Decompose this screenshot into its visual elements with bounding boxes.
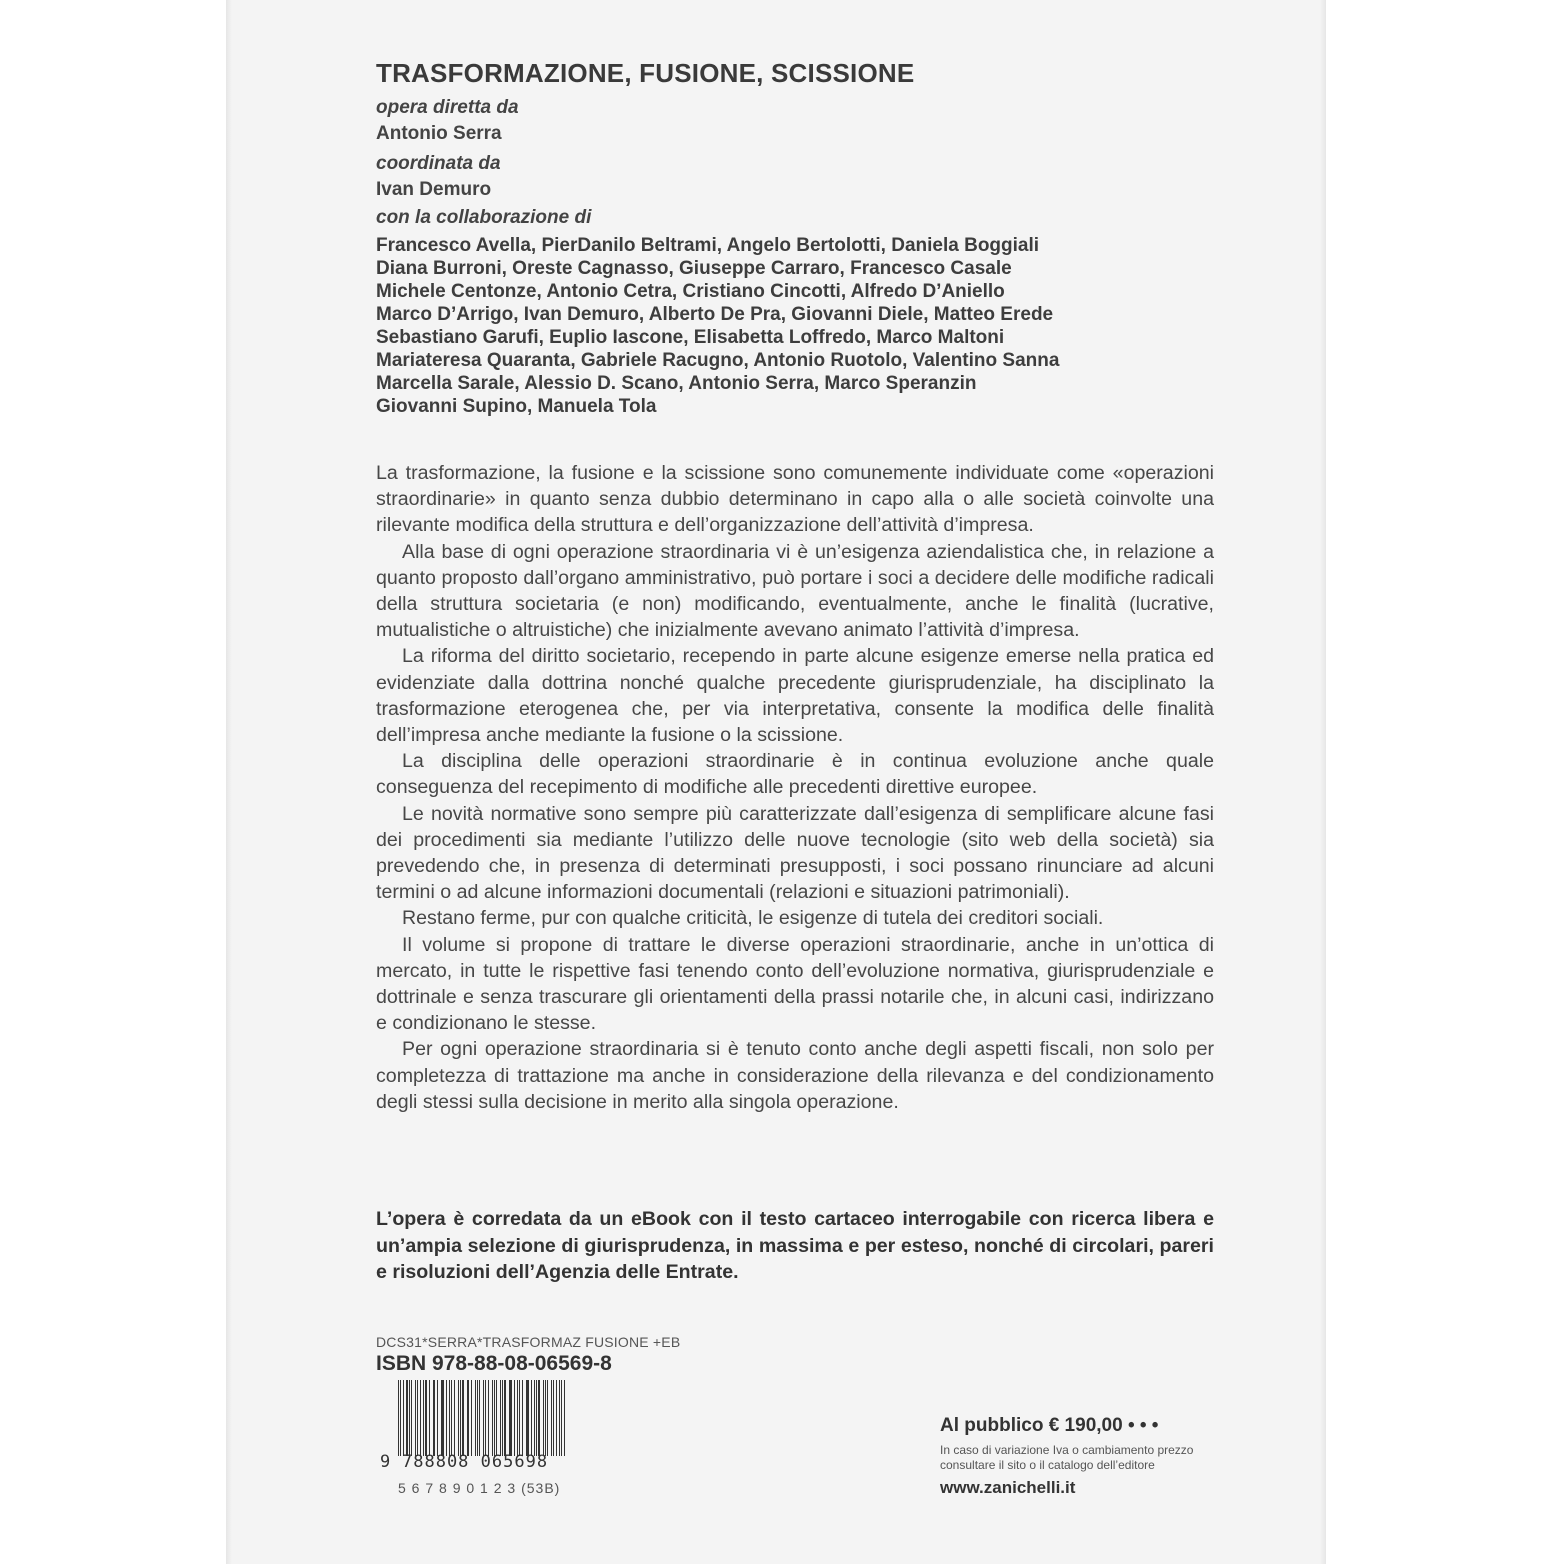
- barcode-bar: [538, 1380, 539, 1456]
- barcode-bar: [420, 1380, 421, 1456]
- book-title: TRASFORMAZIONE, FUSIONE, SCISSIONE: [376, 58, 915, 88]
- barcode-bar: [423, 1380, 424, 1456]
- barcode-bar: [468, 1380, 469, 1456]
- barcode-bar: [551, 1380, 553, 1456]
- barcode-bar: [460, 1380, 461, 1456]
- director-name: Antonio Serra: [376, 123, 502, 144]
- coordinator-name: Ivan Demuro: [376, 179, 492, 200]
- barcode-bar: [398, 1380, 399, 1456]
- barcode-bar: [500, 1380, 501, 1456]
- description-paragraph: La trasformazione, la fusione e la scissione sono comunemente individuate come «operazioni straordinarie» in quanto senza dubbio determinano in capo alla o alle società coinvolte una rilevante modifica della struttura e dell’organizzazione dell’attività d’impresa.: [376, 462, 1214, 537]
- barcode-bar: [527, 1380, 529, 1456]
- barcode-bar: [492, 1380, 493, 1456]
- barcode-first-digit: 9: [380, 1452, 391, 1472]
- collaborators-line: Marcella Sarale, Alessio D. Scano, Antonio Serra, Marco Speranzin: [376, 373, 977, 394]
- collaborators-list: [376, 234, 1059, 418]
- cover-edge-left: [226, 0, 232, 1564]
- barcode-bar: [446, 1380, 447, 1456]
- barcode-bar: [415, 1380, 416, 1456]
- barcode: [398, 1380, 568, 1456]
- price-note: [940, 1443, 1193, 1473]
- collaborators-line: Michele Centonze, Antonio Cetra, Cristiano Cincotti, Alfredo D’Aniello: [376, 281, 1005, 302]
- barcode-bar: [485, 1380, 486, 1456]
- collaborators-line: Sebastiano Garufi, Euplio Iascone, Elisabetta Loffredo, Marco Maltoni: [376, 327, 1005, 348]
- barcode-bar: [403, 1380, 404, 1456]
- barcode-bar: [479, 1380, 480, 1456]
- barcode-bar: [510, 1380, 511, 1456]
- barcode-bar: [400, 1380, 401, 1456]
- barcode-bar: [477, 1380, 478, 1456]
- barcode-bar: [462, 1380, 464, 1456]
- barcode-bar: [483, 1380, 484, 1456]
- publisher-website: www.zanichelli.it: [940, 1478, 1076, 1497]
- collaborators-line: Marco D’Arrigo, Ivan Demuro, Alberto De Pra, Giovanni Diele, Matteo Erede: [376, 304, 1054, 325]
- barcode-bar: [543, 1380, 544, 1456]
- barcode-digits: 788808 065698: [402, 1452, 549, 1472]
- barcode-bar: [531, 1380, 532, 1456]
- barcode-bar: [433, 1380, 434, 1456]
- description-paragraph: La disciplina delle operazioni straordinarie è in continua evoluzione anche quale conseguenza del recepimento di modifiche alle precedenti direttive europee.: [376, 750, 1214, 799]
- barcode-bar: [509, 1380, 510, 1456]
- collaborators-line: Diana Burroni, Oreste Cagnasso, Giuseppe Carraro, Francesco Casale: [376, 258, 1012, 279]
- barcode-bar: [494, 1380, 495, 1456]
- description-paragraph: Le novità normative sono sempre più caratterizzate dall’esigenza di semplificare alcune fasi dei procedimenti sia mediante l’utilizzo delle nuove tecnologie (sito web della società) sia prevedendo che, in presenza di determinati presupposti, i soci possano rinunciare ad alcuni termini o ad alcune informazioni documentali (relazioni e situazioni patrimoniali).: [376, 802, 1214, 904]
- barcode-bar: [451, 1380, 452, 1456]
- price-note-line: In caso di variazione Iva o cambiamento prezzo: [940, 1443, 1194, 1457]
- collaborators-line: Francesco Avella, PierDanilo Beltrami, Angelo Bertolotti, Daniela Boggiali: [376, 235, 1040, 256]
- barcode-bar: [522, 1380, 523, 1456]
- barcode-bar: [475, 1380, 476, 1456]
- barcode-bar: [429, 1380, 430, 1456]
- directed-by-label: opera diretta da: [376, 97, 519, 118]
- barcode-bar: [559, 1380, 560, 1456]
- description-paragraph: Alla base di ogni operazione straordinaria vi è un’esigenza aziendalistica che, in relazione a quanto proposto dall’organo amministrativo, può portare i soci a decidere delle modifiche radicali della struttura societaria (e non) modificando, eventualmente, anche le finalità (lucrative, mutualistiche o altruistiche) che inizialmente avevano animato l’attività d’impresa.: [376, 540, 1214, 642]
- barcode-sub-code: 5 6 7 8 9 0 1 2 3 (53B): [398, 1480, 561, 1496]
- cover-edge-right: [1320, 0, 1326, 1564]
- barcode-bar: [406, 1380, 408, 1456]
- barcode-bar: [471, 1380, 472, 1456]
- barcode-bar: [496, 1380, 497, 1456]
- coordinated-by-label: coordinata da: [376, 153, 501, 174]
- barcode-bar: [556, 1380, 557, 1456]
- barcode-bar: [454, 1380, 455, 1456]
- barcode-bar: [519, 1380, 520, 1456]
- price-note-line: consultare il sito o il catalogo dell’editore: [940, 1458, 1155, 1472]
- barcode-bar: [502, 1380, 503, 1456]
- barcode-bar: [534, 1380, 535, 1456]
- barcode-bar: [442, 1380, 444, 1456]
- barcode-bar: [517, 1380, 518, 1456]
- barcode-bar: [553, 1380, 554, 1456]
- barcode-bar: [417, 1380, 418, 1456]
- barcode-bar: [488, 1380, 490, 1456]
- description-paragraph: La riforma del diritto societario, recependo in parte alcune esigenze emerse nella pratica ed evidenziate dalla dottrina nonché qualche precedente giurisprudenziale, ha disciplinato la trasformazione eterogenea che, per via interpretativa, consente la modifica delle finalità dell’impresa anche mediante la fusione o la scissione.: [376, 645, 1214, 747]
- price-label: Al pubblico € 190,00 • • •: [940, 1415, 1159, 1436]
- barcode-bar: [547, 1380, 548, 1456]
- description-paragraph: Il volume si propone di trattare le diverse operazioni straordinarie, anche in un’ottica di mercato, in tutte le rispettive fasi tenendo conto dell’evoluzione normativa, giurisprudenziale e dottrinale e senza trascurare gli orientamenti della prassi notarile che, in alcuni casi, indirizzano e condizionano le stesse.: [376, 933, 1214, 1035]
- barcode-bar: [449, 1380, 450, 1456]
- barcode-bar: [441, 1380, 442, 1456]
- barcode-bar: [545, 1380, 546, 1456]
- barcode-bar: [504, 1380, 506, 1456]
- isbn: ISBN 978-88-08-06569-8: [376, 1352, 612, 1375]
- barcode-bar: [564, 1380, 565, 1456]
- barcode-bar: [409, 1380, 410, 1456]
- description-paragraph: Per ogni operazione straordinaria si è tenuto conto anche degli aspetti fiscali, non solo per completezza di trattazione ma anche in considerazione della rilevanza e del condizionamento degli stessi sulla decisione in merito alla singola operazione.: [376, 1038, 1214, 1113]
- book-description: [376, 460, 1214, 1115]
- ebook-note: L’opera è corredata da un eBook con il testo cartaceo interrogabile con ricerca libera e un’ampia selezione di giurisprudenza, in massima e per esteso, nonché di circolari, pareri e risoluzioni dell’Agenzia delle Entrate.: [376, 1208, 1214, 1283]
- barcode-bar: [411, 1380, 412, 1456]
- barcode-bar: [434, 1380, 435, 1456]
- barcode-bar: [514, 1380, 515, 1456]
- collaboration-label: con la collaborazione di: [376, 207, 592, 228]
- barcode-bar: [526, 1380, 527, 1456]
- barcode-bar: [437, 1380, 438, 1456]
- barcode-bar: [467, 1380, 468, 1456]
- barcode-bar: [536, 1380, 537, 1456]
- product-code: DCS31*SERRA*TRASFORMAZ FUSIONE +EB: [376, 1334, 681, 1350]
- collaborators-line: Giovanni Supino, Manuela Tola: [376, 396, 657, 417]
- description-paragraph: Restano ferme, pur con qualche criticità, le esigenze di tutela dei creditori sociali.: [402, 907, 1104, 930]
- barcode-bar: [561, 1380, 562, 1456]
- barcode-bar: [425, 1380, 427, 1456]
- barcode-bar: [458, 1380, 459, 1456]
- collaborators-line: Mariateresa Quaranta, Gabriele Racugno, Antonio Ruotolo, Valentino Sanna: [376, 350, 1060, 371]
